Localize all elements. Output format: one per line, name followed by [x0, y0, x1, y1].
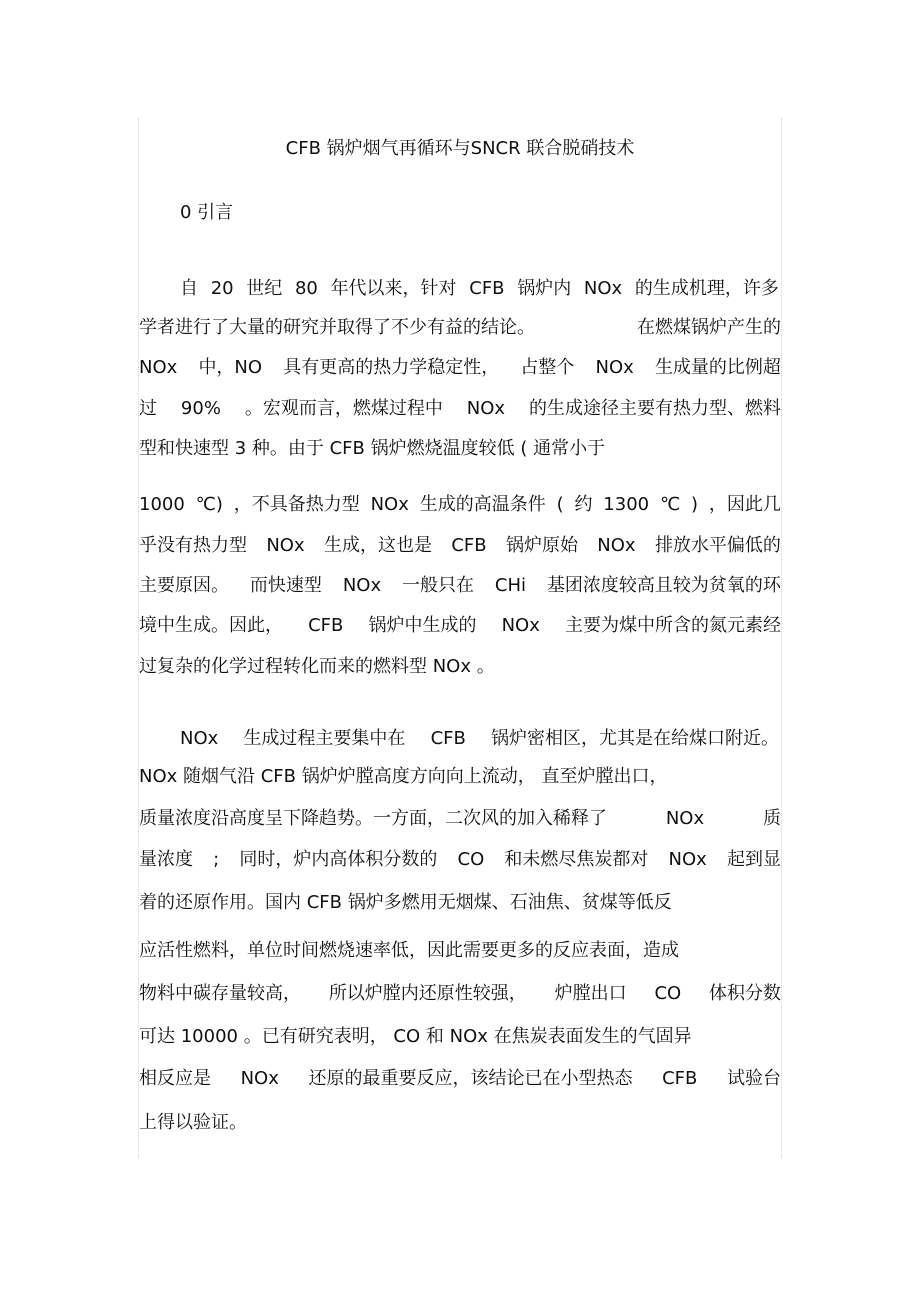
text-line: NOx 随烟气沿 CFB 锅炉炉膛高度方向向上流动， 直至炉膛出口， — [139, 766, 668, 787]
text-line: 应活性燃料，单位时间燃烧速率低，因此需要更多的反应表面，造成 — [139, 940, 679, 961]
text-line: 过 90% 。宏观而言，燃煤过程中 NOx 的生成途径主要有热力型、燃料 — [139, 398, 781, 419]
page-border-right — [781, 118, 782, 1158]
text-line: 境中生成。因此， CFB 锅炉中生成的 NOx 主要为煤中所含的氮元素经 — [139, 615, 781, 636]
text-line: 可达 10000 。已有研究表明， CO 和 NOx 在焦炭表面发生的气固异 — [139, 1026, 692, 1047]
text-line: 着的还原作用。国内 CFB 锅炉多燃用无烟煤、石油焦、贫煤等低反 — [139, 892, 672, 913]
text-line: NOx 生成过程主要集中在 CFB 锅炉密相区，尤其是在给煤口附近。 — [180, 728, 779, 749]
text-line: 乎没有热力型 NOx 生成，这也是 CFB 锅炉原始 NOx 排放水平偏低的 — [139, 535, 781, 556]
text-line: 上得以验证。 — [139, 1112, 247, 1133]
text-line: 1000 ℃) ，不具备热力型 NOx 生成的高温条件 ( 约 1300 ℃ ) ，因此几 — [139, 494, 781, 515]
text-line: 质量浓度沿高度呈下降趋势。一方面，二次风的加入稀释了 NOx 质 — [139, 808, 781, 829]
section-heading: 0 引言 — [180, 202, 234, 223]
text-line: 物料中碳存量较高， 所以炉膛内还原性较强， 炉膛出口 CO 体积分数 — [139, 983, 781, 1004]
text-line: 相反应是 NOx 还原的最重要反应，该结论已在小型热态 CFB 试验台 — [139, 1068, 781, 1089]
text-line: 自 20 世纪 80 年代以来，针对 CFB 锅炉内 NOx 的生成机理，许多 — [180, 278, 779, 299]
text-line: NOx 中，NO 具有更高的热力学稳定性， 占整个 NOx 生成量的比例超 — [139, 357, 781, 378]
text-line: 学者进行了大量的研究并取得了不少有益的结论。 在燃煤锅炉产生的 — [139, 317, 781, 338]
text-line: 量浓度 ; 同时，炉内高体积分数的 CO 和未燃尽焦炭都对 NOx 起到显 — [139, 849, 781, 870]
text-line: 型和快速型 3 种。由于 CFB 锅炉燃烧温度较低 ( 通常小于 — [139, 438, 606, 459]
text-line: 过复杂的化学过程转化而来的燃料型 NOx 。 — [139, 656, 495, 677]
text-line: 主要原因。 而快速型 NOx 一般只在 CHi 基团浓度较高且较为贫氧的环 — [139, 575, 781, 596]
document-title: CFB 锅炉烟气再循环与SNCR 联合脱硝技术 — [285, 138, 635, 159]
